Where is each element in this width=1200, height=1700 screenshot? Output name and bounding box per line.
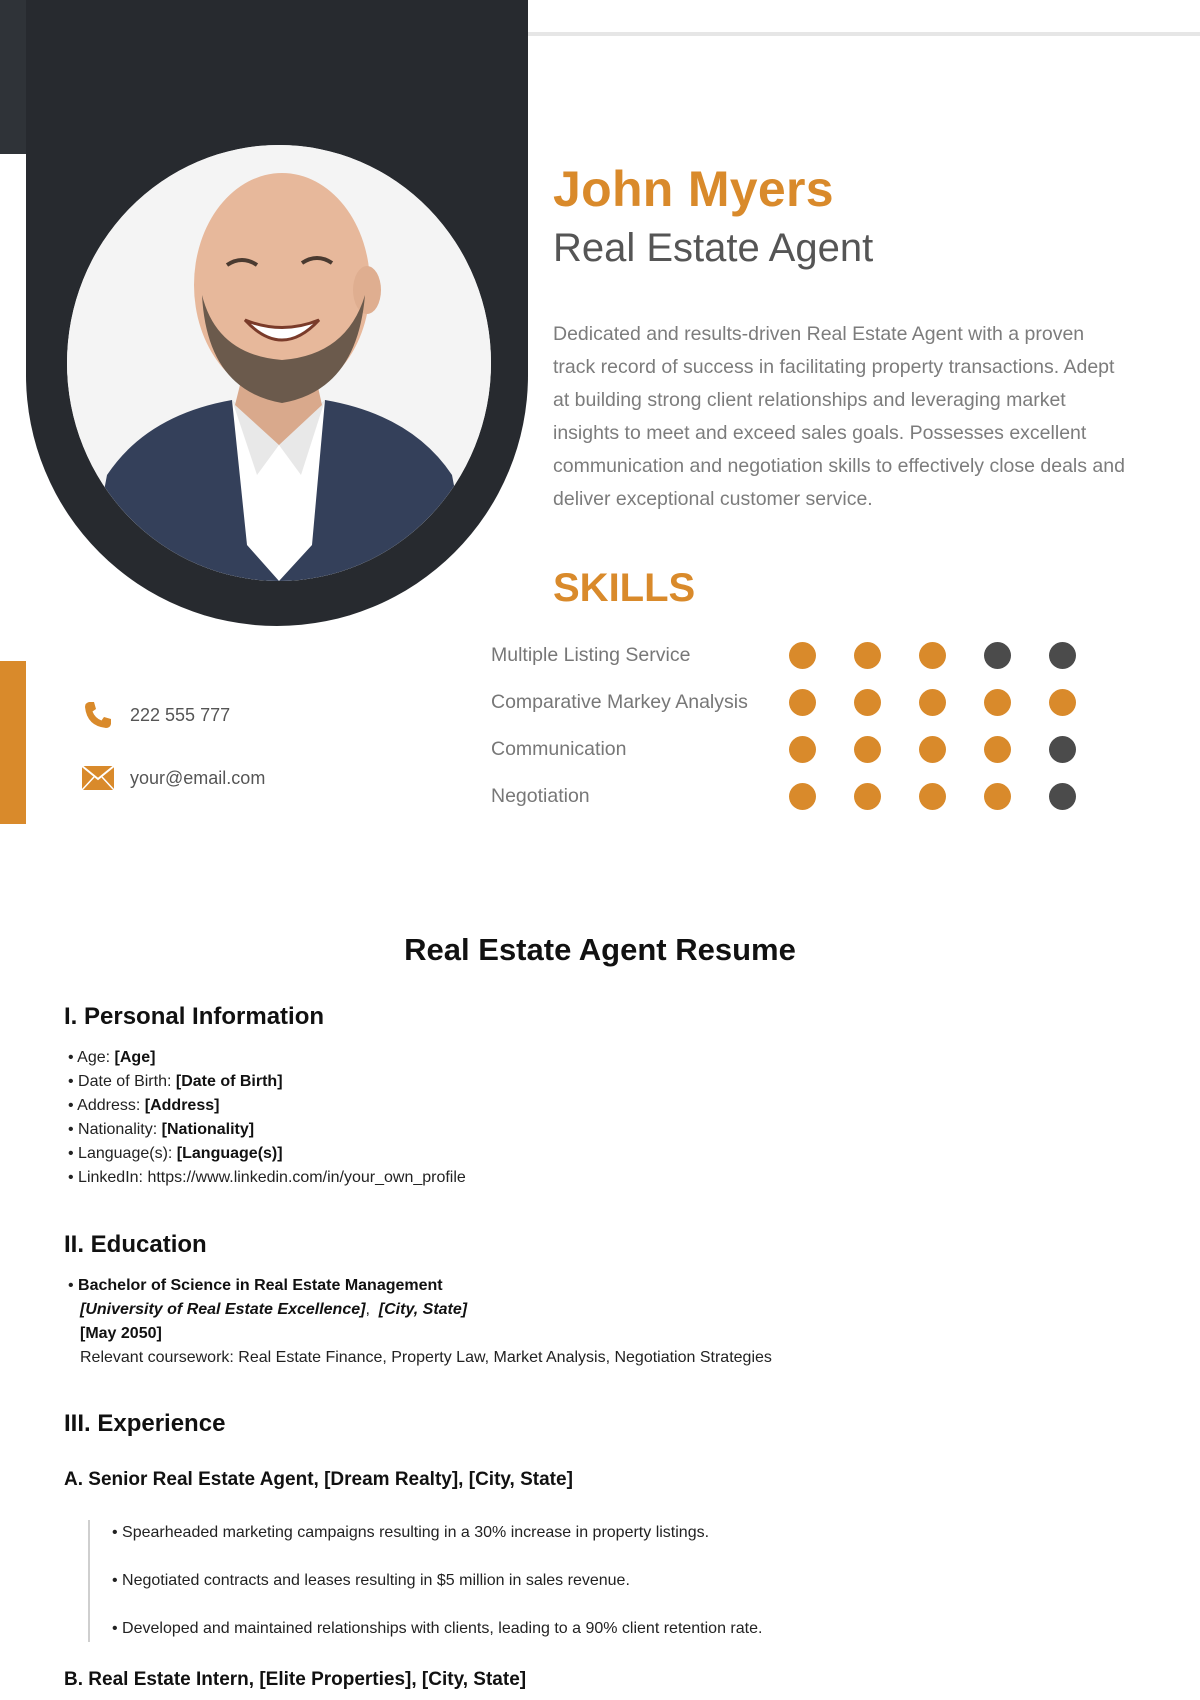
accent-bar xyxy=(0,661,26,824)
profile-summary: Dedicated and results-driven Real Estate Agent with a proven track record of success in facilitating property transactions. Adept at building strong client relationships and leveraging market insights to meet and exceed sales goals. Possesses excellent communication and negotiation skills to effectively close deals and deliver exceptional customer service. xyxy=(553,323,1125,510)
list-item: • Address: [Address] xyxy=(68,1094,466,1118)
rating-dot-filled xyxy=(919,689,946,716)
graduation-date: [May 2050] xyxy=(80,1325,162,1342)
coursework: Relevant coursework: Real Estate Finance, Property Law, Market Analysis, Negotiation Strategies xyxy=(80,1349,772,1366)
rating-dot-filled xyxy=(854,736,881,763)
rating-dot-empty xyxy=(1049,783,1076,810)
document-title: Real Estate Agent Resume xyxy=(404,932,796,967)
education-entry: • Bachelor of Science in Real Estate Management [University of Real Estate Excellence], [City, State] [May 2050] Relevant coursework: Real Estate Finance, Property Law, Market Analysis, Negotiation Strategies xyxy=(68,1274,772,1370)
rating-dot-filled xyxy=(984,736,1011,763)
list-item: • Nationality: [Nationality] xyxy=(68,1118,466,1142)
list-item: • Developed and maintained relationships with clients, leading to a 90% client retention rate. xyxy=(112,1620,763,1637)
skill-row xyxy=(491,687,1111,734)
list-item: • Spearheaded marketing campaigns resulting in a 30% increase in property listings. xyxy=(112,1524,710,1541)
rating-dot-empty xyxy=(984,642,1011,669)
contact-email xyxy=(81,761,265,795)
rating-dot-filled xyxy=(984,689,1011,716)
skill-name: Negotiation xyxy=(491,785,590,807)
phone-icon xyxy=(81,698,115,732)
skill-row xyxy=(491,781,1111,828)
rating-dot-filled xyxy=(919,736,946,763)
university: [University of Real Estate Excellence] xyxy=(80,1301,366,1318)
rating-dot-filled xyxy=(854,689,881,716)
skills-list xyxy=(491,640,1111,828)
skill-row xyxy=(491,734,1111,781)
rating-dot-filled xyxy=(789,642,816,669)
list-item: • Date of Birth: [Date of Birth] xyxy=(68,1070,466,1094)
list-item: • Age: [Age] xyxy=(68,1046,466,1070)
rating-dot-filled xyxy=(789,783,816,810)
list-item: • Language(s): [Language(s)] xyxy=(68,1142,466,1166)
rating-dot-empty xyxy=(1049,642,1076,669)
rating-dot-filled xyxy=(1049,689,1076,716)
rating-dot-filled xyxy=(984,783,1011,810)
rating-dot-filled xyxy=(919,642,946,669)
rating-dot-filled xyxy=(854,783,881,810)
experience-bullets xyxy=(88,1520,848,1642)
email-address: your@email.com xyxy=(130,767,266,788)
education-heading: II. Education xyxy=(64,1231,207,1258)
envelope-icon xyxy=(81,761,115,795)
rating-dot-filled xyxy=(919,783,946,810)
rating-dot-filled xyxy=(854,642,881,669)
personal-info-list xyxy=(68,1046,466,1190)
linkedin-link[interactable]: https://www.linkedin.com/in/your_own_profile xyxy=(147,1169,466,1186)
profile-photo xyxy=(67,145,491,581)
skill-name: Communication xyxy=(491,738,627,760)
job-title-b: B. Real Estate Intern, [Elite Properties], [City, State] xyxy=(64,1669,527,1690)
phone-number: 222 555 777 xyxy=(130,704,231,725)
rating-dot-filled xyxy=(789,736,816,763)
skills-heading: SKILLS xyxy=(553,566,696,610)
rating-dot-filled xyxy=(789,689,816,716)
degree: Bachelor of Science in Real Estate Management xyxy=(78,1277,443,1294)
job-title-a: A. Senior Real Estate Agent, [Dream Realty], [City, State] xyxy=(64,1469,573,1490)
skill-name: Comparative Markey Analysis xyxy=(491,691,748,713)
header-divider xyxy=(528,32,1200,36)
rating-dot-empty xyxy=(1049,736,1076,763)
list-item: • LinkedIn: https://www.linkedin.com/in/your_own_profile xyxy=(68,1166,466,1190)
profile-name: John Myers xyxy=(553,161,834,217)
list-item: • Negotiated contracts and leases resulting in $5 million in sales revenue. xyxy=(112,1572,630,1589)
experience-heading: III. Experience xyxy=(64,1410,226,1437)
contact-phone xyxy=(81,698,230,732)
decorative-dark-block xyxy=(0,0,26,154)
education-location: [City, State] xyxy=(378,1301,468,1318)
personal-info-heading: I. Personal Information xyxy=(64,1003,325,1030)
skill-name: Multiple Listing Service xyxy=(491,644,691,666)
skill-row xyxy=(491,640,1111,687)
profile-role: Real Estate Agent xyxy=(553,226,874,270)
